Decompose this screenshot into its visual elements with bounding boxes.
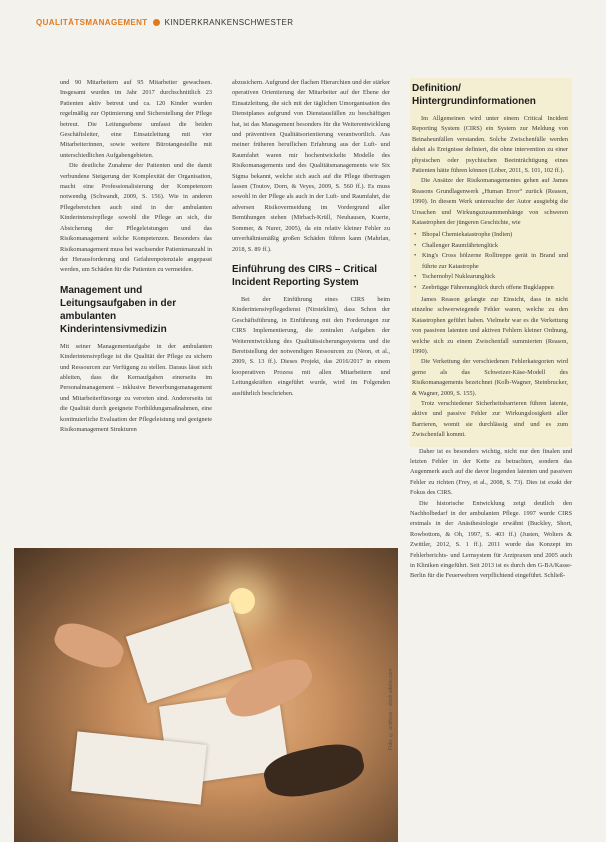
photo-credit: Foto: © andreas – stock.adobe.com — [388, 668, 394, 750]
paragraph: abzusichern. Aufgrund der flachen Hierarchien und der stärker operativen Orientierung der Mitarbeiter auf der Ebene der Einsatzleitung, die sich mit der täglichen Umorganisation des Dienstplanes aufgrund von Dienstausfällen zu beschäftigen hat, ist das Management besonders für die Weiterentwicklung und präventiven Qualitätsorientierung verantwortlich. Aus meiner früheren beruflichen Erfahrung aus der Luft- und Raumfahrt waren mir hochentwickelte Modelle des Risikomanagements und des Qualitätsmanagements wie Six Sigma bekannt, welche sich auch auf die Pflege übertragen lassen (Toutov, Dorn, & Veyes, 2009, S. 560 ff.). Es muss sowohl in der Pflege als auch in der Luft- und Raumfahrt, die adversen Risikovermeidung im Vordergrund aller Bemühungen stehen (Mirbach-Krüll, Neuhausen, Kuerte, Sommer, & Nurer, 2005), da ein relativ kleiner Fehler zu unverhältnismäßig großen Schäden führen kann (Mahrlan, 2018, S. 89 ff.). — [232, 79, 390, 253]
paragraph: Bei der Einführung eines CIRS beim Kinderintensivpflegedienst (Nirsteklim), dass Schon der Geschäftsführung, in Einführung mit den Forderungen zur CIRS Implementierung, die zentralen Aufgaben der Weiterentwicklung des Qualitätssicherungssystems und die Bereitstellung der notwendigen Ressourcen zu (Neon, et al., 2009, S. 13 ff.). Dieses Projekt, das 2016/2017 in einem kooperativen Prozess mit allen Mitarbeitern und Leitungskräften eingeführt wurde, wird im Folgenden ausführlich beschrieben. — [232, 295, 390, 397]
list-item: • Tschernobyl Nuklearunglück — [422, 272, 568, 282]
highlight-box — [410, 78, 572, 447]
hand — [50, 617, 128, 674]
paragraph: Im Allgemeinen wird unter einem Critical Incident Reporting System (CIRS) ein System zur Meldung von Beinaheunfällen verstanden. Solche Zwischenfälle werden dabei als Ereignisse definiert, die ohne intervention zu einer physischen oder psychischen Beeinträchtigung eines Patienten hätte führen können (Löber, 2011, S. 101, 102 ff.). — [412, 115, 568, 175]
paragraph: Die deutliche Zunahme der Patienten und die damit verbundene Steigerung der Komplexität der Organisation, macht eine Professionalisierung der Kompetenzen notwendig (Schwandt, 2009, S. 156). Wie in anderen Pflegebereichen auch sind in der ambulanten Kinderintensivpflege sowohl die Pflege an sich, die Absicherung der Pflegeleistungen und das Risikomanagement solche Kompetenzen. Besonders das Risikomanagement muss bei wachsender Patientenanzahl in der Herausforderung und Gefahrenpotenziale angepasst werden, um Schäden für die Patienten zu vermeiden. — [60, 162, 212, 274]
list-item: • King's Cross hölzerne Rolltreppe gerät in Brand und führte zur Katastrophe — [422, 251, 568, 272]
list-item: • Zeebrügge Fährenunglück durch offene Bugklappen — [422, 283, 568, 293]
publication-name: KINDERKRANKENSCHWESTER — [164, 17, 294, 27]
paragraph: Die Verkettung der verschiedenen Fehlerkategorien wird gerne als das Schweizer-Käse-Modell des Risikomanagements bezeichnet (Kolb-Wagner, Steinbrucker, & Wagner, 2009, S. 155). — [412, 358, 568, 397]
section-heading: Management und Leitungsaufgaben in der ambulanten Kinderintensivmedizin — [60, 284, 177, 335]
section-heading: Einführung des CIRS – Critical Incident Reporting System — [232, 263, 378, 288]
column-left — [60, 78, 212, 435]
bullet-list — [412, 230, 568, 292]
section-title: QUALITÄTSMANAGEMENT — [36, 17, 148, 27]
paper-sheet — [71, 731, 207, 804]
list-item: • Challenger Raumfährtenglück — [422, 241, 568, 251]
paragraph: James Reason gelangte zur Einsicht, dass in nicht einzelne schwerwiegende Fehler waren, welche zu den Katastrophen geführt haben. Vielmehr war es die Verkettung von passiven latenten und aktiven Fehlern kleiner Ordnung, welche sich zu einem Zwischenfall summierten (Reason, 1990). — [412, 295, 568, 355]
running-header — [36, 14, 576, 30]
paragraph: und 90 Mitarbeitern auf 95 Mitarbeiter gewachsen. Insgesamt wurden im Jahr 2017 durchschnittlich 23 Patienten aktiv betreut und ca. 120 Kinder wurden regelmäßig zur Optimierung und Sicherstellung der Pflege betreut. Die Leitungsebene umfasst die beiden Geschäftsleiter, eine Einsatzleitung mit vier Mitarbeiterinnen, sowie weitere Bürotangestellte mit unterschiedlichen Aufgabengebieten. — [60, 79, 212, 159]
column-right — [410, 78, 572, 582]
section-heading: Definition/ Hintergrundinformationen — [412, 83, 536, 107]
paragraph: Die historische Entwicklung zeigt deutlich den Nachholbedarf in der ambulanten Pflege. 1997 wurde CIRS erstmals in der Anästhesiologie erwähnt (Buckley, Short, Rowbottom, & Oh, 1997, S. 403 ff.) (Justen, Wolters & Zwittler, 2012, S. 1 ff.). 2011 wurde das Konzept im Fehlerberichts- und Lernsystem für Arztpraxen und 2005 auch in Kliniken eingeführt. Seit 2013 ist es durch den G-BA/Kasse-Berlin für die Feuerwehren verpflichtend eingeführt. Schließ- — [410, 499, 572, 580]
paragraph: Trotz verschiedener Sicherheitsbarrieren führen latente, aktive und passive Fehler zur Wirkungslosigkeit aller Barrieren, womit sie durchlässig sind und es zum Zwischenfall kommt. — [412, 399, 568, 439]
paragraph: Die Ansätze der Risikomanagementes gehen auf James Reasons Grundlagenwerk „Human Error“ zurück (Reason, 1990). In diesem Werk untersuchte der Autor ausgiebig die Ursachen und Wirkungszusammenhänge von schweren Katastrophen der jüngeren Geschichte, wie — [412, 177, 568, 227]
list-item: • Bhopal Chemiekatastrophe (Indien) — [422, 230, 568, 240]
column-middle — [232, 78, 390, 399]
article-photo — [14, 548, 398, 842]
paragraph: Daher ist es besonders wichtig, nicht nur den finalen und letzten Fehler in der Kette zu betrachten, sondern das Augenmerk auch auf die davor liegenden latenten und passiven Fehler zu richten (Frey, et al., 2008, S. 73). Dies ist exakt der Fokus des CIRS. — [410, 447, 572, 497]
paragraph: Mit seiner Managementaufgabe in der ambulanten Kinderintensivpflege ist die Qualität der Pflege zu sichern und Ressourcen zur Verfügung zu stellen. Daraus lässt sich ableiten, dass die Kernaufgaben einerseits im Personalmanagement – inklusive Bewerbungsmanagement und Mitarbeiterfürsorge zu verorten sind. Andererseits ist die Qualität durch geeignete Fortbildungsmaßnahmen, eine kontinuierliche Evaluation der Pflegeleistung und geeignete Risikomanagement Strukturen — [60, 342, 212, 433]
logo-icon — [153, 19, 160, 26]
